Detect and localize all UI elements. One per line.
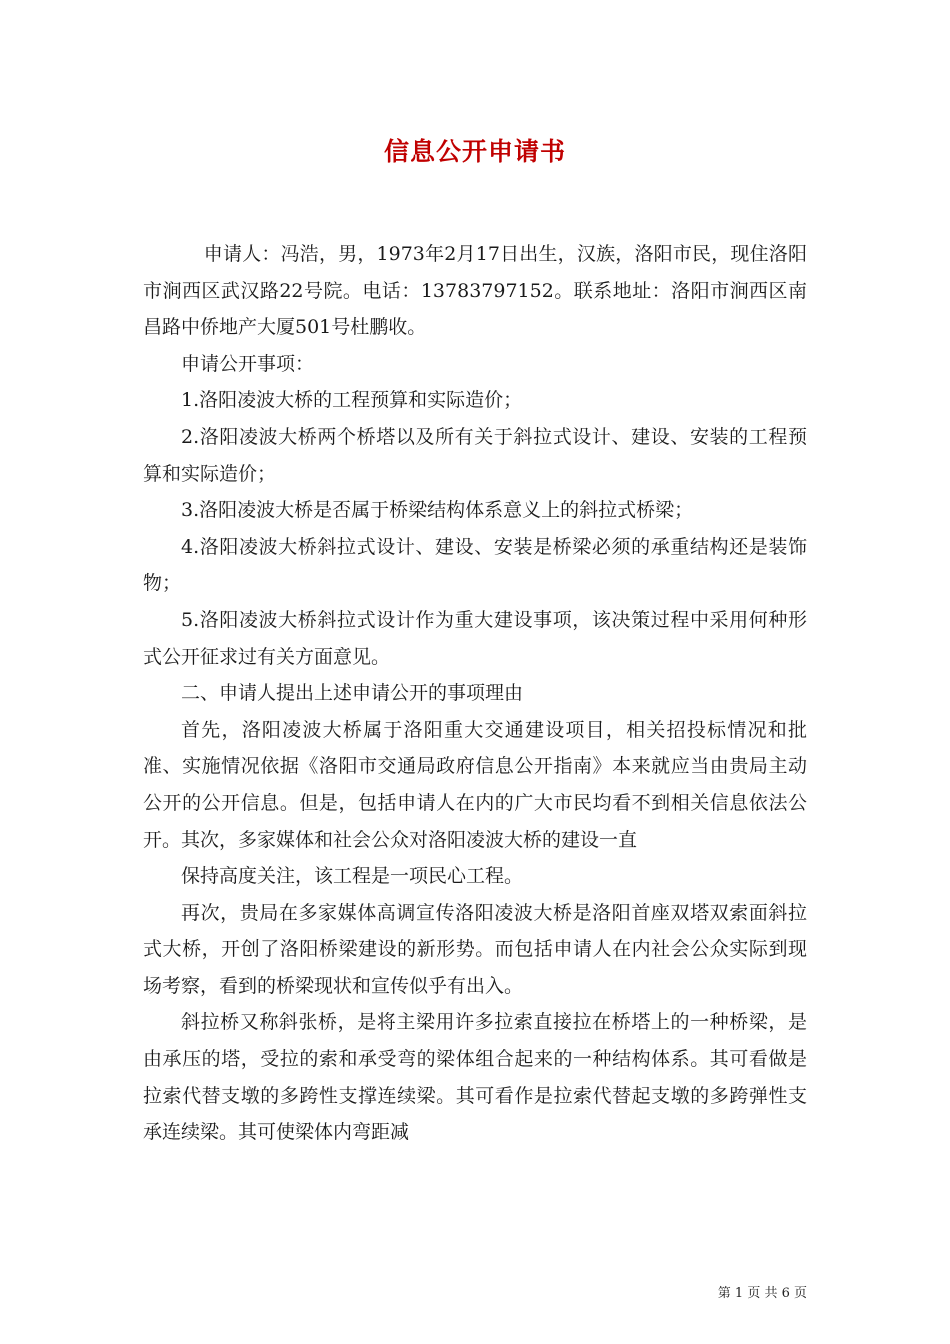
paragraph-reason-again: 再次，贵局在多家媒体高调宣传洛阳凌波大桥是洛阳首座双塔双索面斜拉式大桥，开创了洛阳桥梁建设的新形势。而包括申请人在内社会公众实际到现场考察，看到的桥梁现状和宣传似乎有出入。 [143,901,807,997]
paragraph-item-4: 4.洛阳凌波大桥斜拉式设计、建设、安装是桥梁必须的承重结构还是装饰物； [143,535,807,595]
document-body [143,236,807,1151]
paragraph-item-2: 2.洛阳凌波大桥两个桥塔以及所有关于斜拉式设计、建设、安装的工程预算和实际造价； [143,425,807,485]
paragraph-reason-first: 首先，洛阳凌波大桥属于洛阳重大交通建设项目，相关招投标情况和批准、实施情况依据《洛阳市交通局政府信息公开指南》本来就应当由贵局主动公开的公开信息。但是，包括申请人在内的广大市民均看不到相关信息依法公开。其次，多家媒体和社会公众对洛阳凌波大桥的建设一直 [143,718,807,851]
paragraph-items-heading: 申请公开事项： [181,352,315,375]
paragraph-applicant: 申请人：冯浩，男，1973年2月17日出生，汉族，洛阳市民，现住洛阳市涧西区武汉路22号院。电话：13783797152。联系地址：洛阳市涧西区南昌路中侨地产大厦501号杜鹏收。 [143,243,807,339]
page-number: 第 1 页 共 6 页 [717,1286,807,1301]
paragraph-item-1: 1.洛阳凌波大桥的工程预算和实际造价； [181,389,523,412]
paragraph-cable-stayed-definition: 斜拉桥又称斜张桥，是将主梁用许多拉索直接拉在桥塔上的一种桥梁，是由承压的塔，受拉的索和承受弯的梁体组合起来的一种结构体系。其可看做是拉索代替支墩的多跨性支撑连续梁。其可看作是拉索代替起支墩的多跨弹性支承连续梁。其可使梁体内弯距减 [143,1011,807,1144]
document-title: 信息公开申请书 [383,137,566,166]
paragraph-section-2-heading: 二、申请人提出上述申请公开的事项理由 [181,682,524,705]
paragraph-item-3: 3.洛阳凌波大桥是否属于桥梁结构体系意义上的斜拉式桥梁； [181,499,694,522]
paragraph-item-5: 5.洛阳凌波大桥斜拉式设计作为重大建设事项，该决策过程中采用何种形式公开征求过有关方面意见。 [143,608,807,668]
paragraph-reason-continued: 保持高度关注，该工程是一项民心工程。 [181,865,524,888]
